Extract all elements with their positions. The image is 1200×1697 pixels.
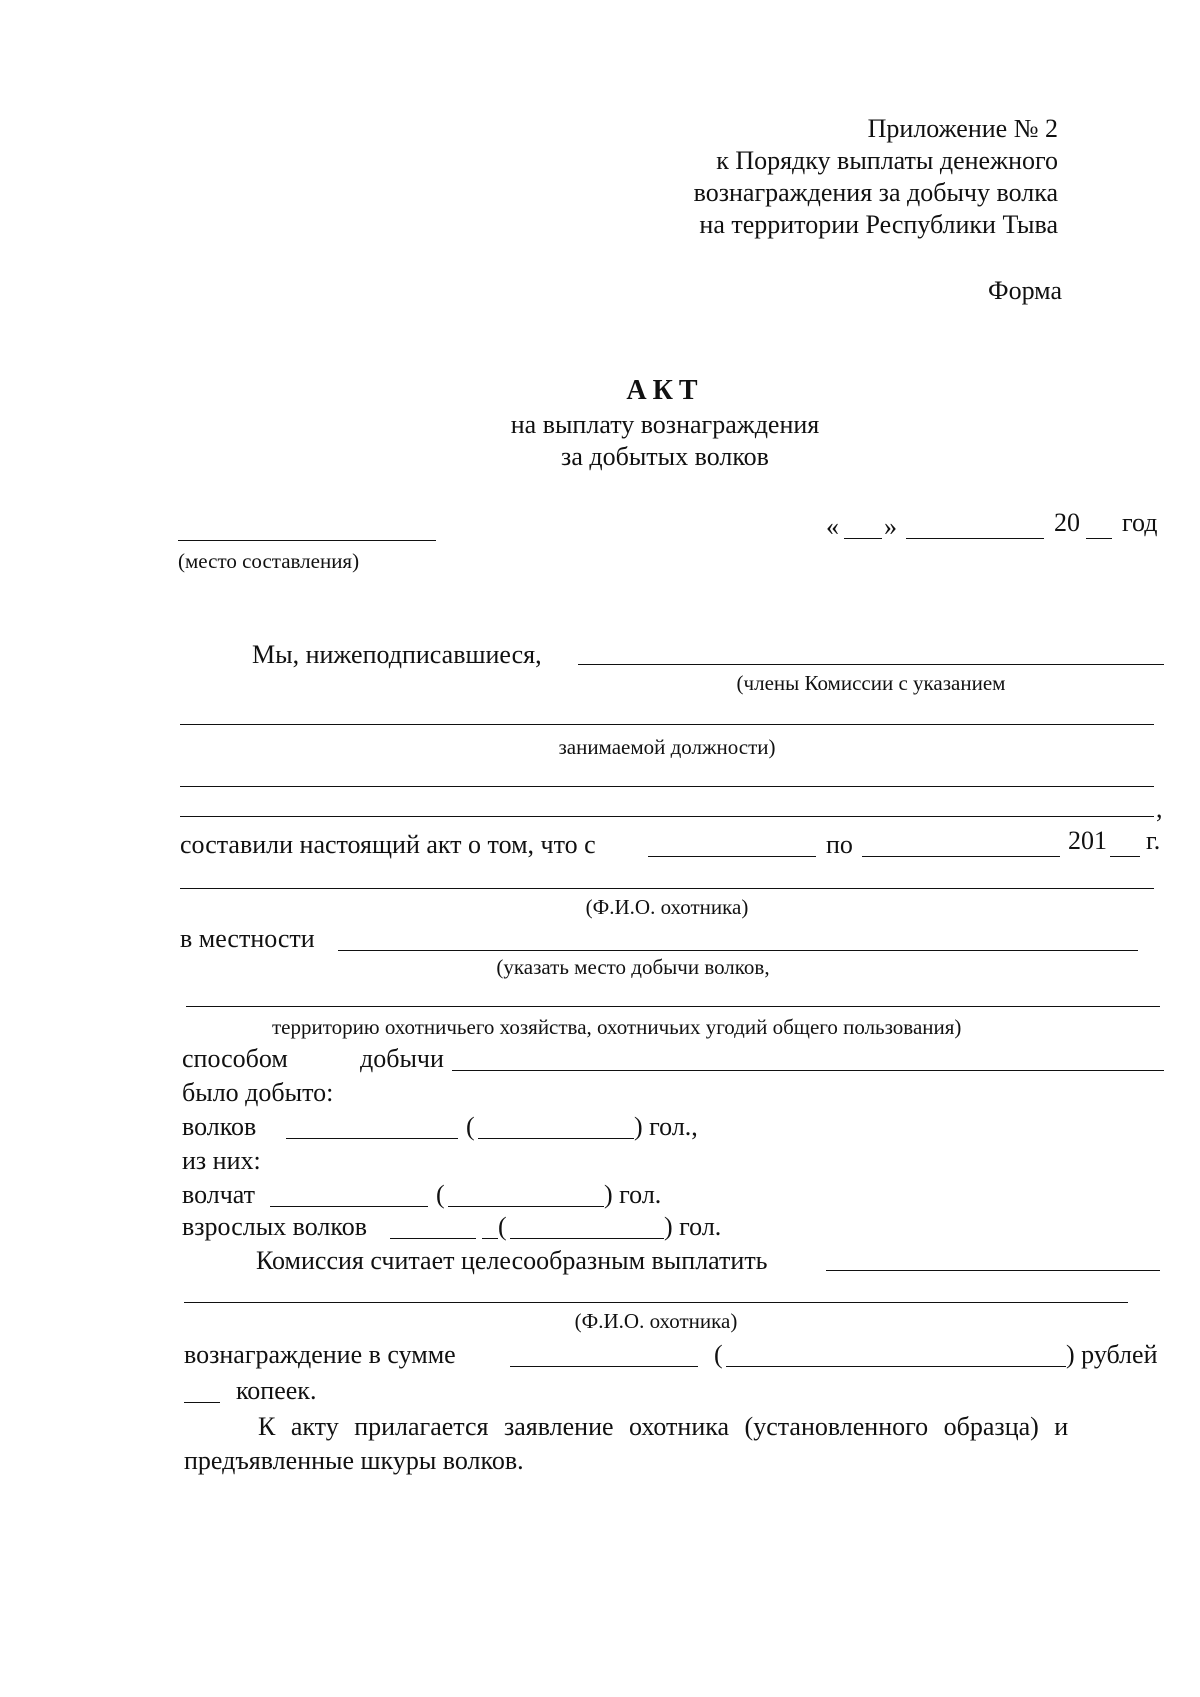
appendix-line-3: вознаграждения за добычу волка: [693, 178, 1058, 207]
date-day-blank[interactable]: [844, 538, 882, 539]
caption-place-hunt: (указать место добычи волков,: [496, 955, 770, 979]
period-by-text: по: [826, 830, 853, 859]
commission-text: Комиссия считает целесообразным выплатить: [256, 1246, 768, 1275]
cubs-text: волчат: [182, 1180, 256, 1209]
caption-members: (члены Комиссии с указанием: [736, 671, 1006, 695]
method-word-1: способом: [182, 1044, 288, 1073]
kopecks-blank[interactable]: [184, 1402, 220, 1403]
date-close-quote: »: [884, 512, 897, 541]
hunter-name-blank-2[interactable]: [184, 1302, 1128, 1303]
commission-blank[interactable]: [826, 1270, 1160, 1271]
period-to-blank[interactable]: [862, 856, 1060, 857]
cubs-count-blank[interactable]: [270, 1206, 428, 1207]
wolves-words-blank[interactable]: [478, 1138, 634, 1139]
members-comma: ,: [1156, 794, 1163, 823]
rubles-text: ) рублей: [1066, 1340, 1158, 1369]
attached-line-1: К акту прилагается заявление охотника (установленного образца) и: [258, 1412, 1069, 1441]
appendix-line-4: на территории Республики Тыва: [699, 210, 1058, 239]
method-blank[interactable]: [452, 1070, 1164, 1071]
of-them-text: из них:: [182, 1146, 261, 1175]
area-blank-2[interactable]: [186, 1006, 1160, 1007]
appendix-line-2: к Порядку выплаты денежного: [716, 146, 1058, 175]
in-area-text: в местности: [180, 924, 315, 953]
document-subtitle-1: на выплату вознаграждения: [510, 410, 820, 439]
members-blank-1[interactable]: [578, 664, 1164, 665]
place-blank[interactable]: [178, 540, 436, 541]
cubs-words-blank[interactable]: [448, 1206, 604, 1207]
adults-open-paren: (: [498, 1212, 507, 1241]
period-from-blank[interactable]: [648, 856, 816, 857]
period-year-prefix: 201: [1068, 826, 1107, 855]
was-caught-text: было добыто:: [182, 1078, 334, 1107]
cubs-heads: ) гол.: [604, 1180, 662, 1209]
reward-open-paren: (: [714, 1340, 723, 1369]
document-title: АКТ: [626, 375, 704, 406]
adults-count-blank[interactable]: [390, 1238, 476, 1239]
date-month-blank[interactable]: [906, 538, 1044, 539]
hunter-name-blank[interactable]: [180, 888, 1154, 889]
members-blank-4[interactable]: [180, 816, 1154, 817]
cubs-open-paren: (: [436, 1180, 445, 1209]
reward-words-blank[interactable]: [726, 1366, 1066, 1367]
adults-gap-blank: [482, 1238, 498, 1239]
caption-position: занимаемой должности): [558, 735, 776, 759]
kopecks-text: копеек.: [236, 1376, 317, 1405]
members-blank-2[interactable]: [180, 724, 1154, 725]
appendix-number: Приложение № 2: [867, 114, 1058, 143]
composed-text: составили настоящий акт о том, что с: [180, 830, 596, 859]
wolves-text: волков: [182, 1112, 257, 1141]
reward-sum-text: вознаграждение в сумме: [184, 1340, 456, 1369]
wolves-count-blank[interactable]: [286, 1138, 458, 1139]
date-year-suffix: год: [1122, 508, 1158, 537]
adults-words-blank[interactable]: [510, 1238, 664, 1239]
caption-hunter-2: (Ф.И.О. охотника): [574, 1309, 738, 1333]
date-year-blank[interactable]: [1086, 538, 1112, 539]
date-year-prefix: 20: [1054, 508, 1080, 537]
caption-hunter: (Ф.И.О. охотника): [585, 895, 749, 919]
adults-heads: ) гол.: [664, 1212, 722, 1241]
document-subtitle-2: за добытых волков: [561, 442, 769, 471]
wolves-open-paren: (: [466, 1112, 475, 1141]
attached-line-2: предъявленные шкуры волков.: [184, 1446, 524, 1475]
date-open-quote: «: [826, 512, 839, 541]
adults-text: взрослых волков: [182, 1212, 367, 1241]
period-year-blank[interactable]: [1110, 856, 1140, 857]
period-year-suffix: г.: [1146, 826, 1161, 855]
form-label: Форма: [988, 276, 1062, 305]
caption-territory: территорию охотничьего хозяйства, охотничьих угодий общего пользования): [272, 1015, 962, 1039]
reward-sum-blank[interactable]: [510, 1366, 698, 1367]
we-signed-text: Мы, нижеподписавшиеся,: [252, 640, 542, 669]
method-word-2: добычи: [360, 1044, 444, 1073]
place-caption: (место составления): [178, 549, 360, 573]
members-blank-3[interactable]: [180, 786, 1154, 787]
area-blank-1[interactable]: [338, 950, 1138, 951]
wolves-heads: ) гол.,: [634, 1112, 698, 1141]
